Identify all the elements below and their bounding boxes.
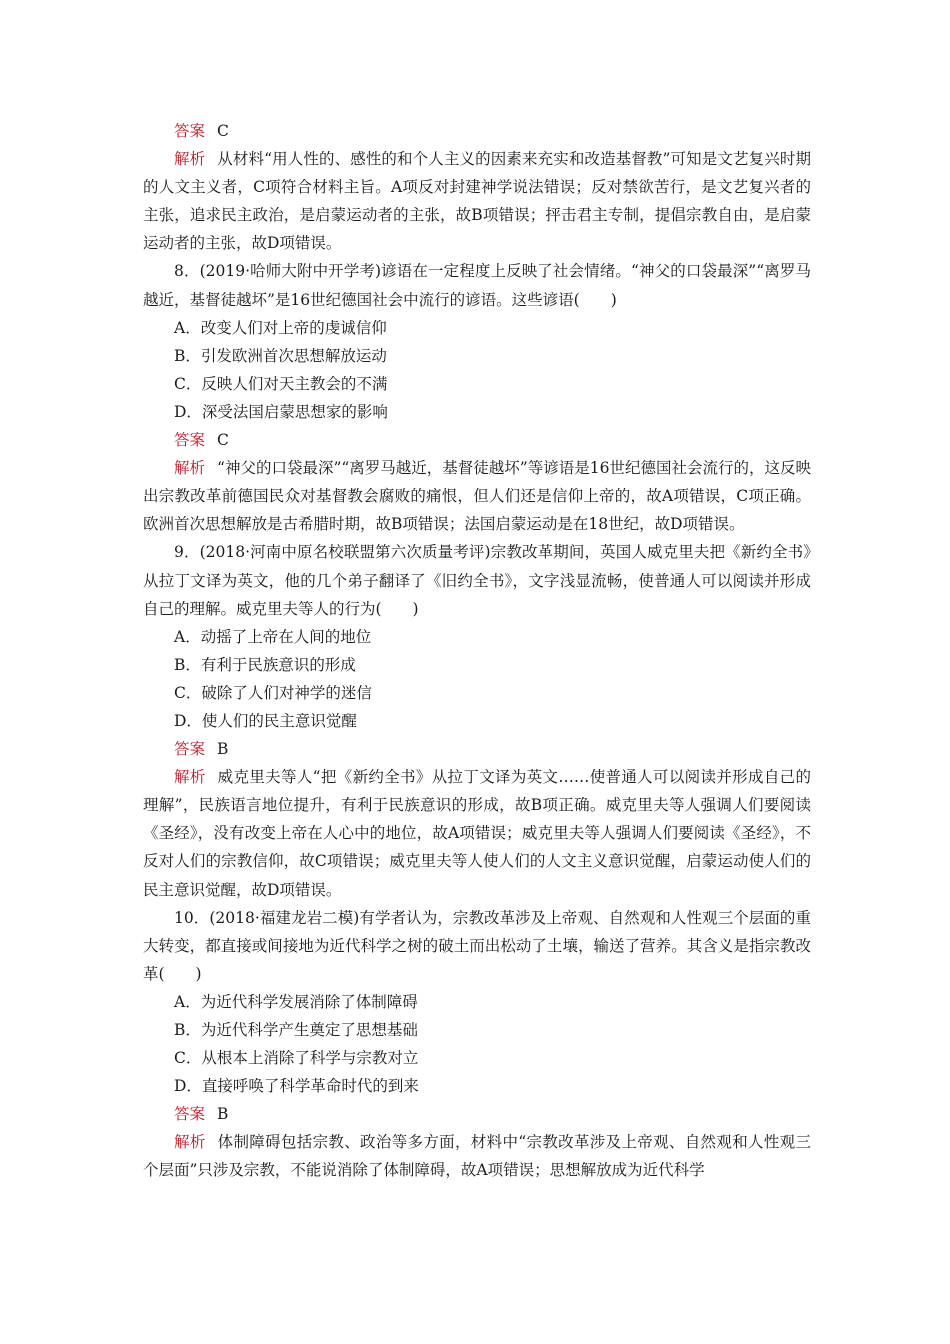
- question-8-option-c: C．反映人们对天主教会的不满: [174, 374, 388, 393]
- analysis-paragraph: [143, 454, 811, 538]
- question-8-option-d: D．深受法国启蒙思想家的影响: [174, 402, 388, 421]
- answer-label: 答案: [174, 1105, 206, 1124]
- answer-label: 答案: [174, 740, 206, 759]
- answer-label: 答案: [174, 431, 206, 450]
- analysis-text: 威克里夫等人“把《新约全书》从拉丁文译为英文……使普通人可以阅读并形成自己的理解”，民族语言地位提升，有利于民族意识的形成，故B项正确。威克里夫等人强调人们要阅读《圣经》，没有改变上帝在人心中的地位，故A项错误；威克里夫等人强调人们要阅读《圣经》，不反对人们的宗教信仰，故C项错误；威克里夫等人使人们的人文主义意识觉醒，启蒙运动使人们的民主意识觉醒，故D项错误。: [143, 768, 811, 899]
- analysis-label: 解析: [174, 150, 206, 169]
- question-10-stem: 10．(2018·福建龙岩二模)有学者认为，宗教改革涉及上帝观、自然观和人性观三个层面的重大转变，都直接或间接地为近代科学之树的破土而出松动了土壤，输送了营养。其含义是指宗教改革( ): [143, 908, 811, 983]
- analysis-label: 解析: [174, 768, 206, 787]
- document-body: [143, 117, 811, 1185]
- answer-value: C: [217, 431, 229, 450]
- answer-value: C: [217, 122, 229, 140]
- analysis-paragraph: [143, 1128, 811, 1184]
- question-9-option-a: A．动摇了上帝在人间的地位: [174, 627, 372, 646]
- analysis-paragraph: [143, 763, 811, 903]
- analysis-text: 从材料“用人性的、感性的和个人主义的因素来充实和改造基督教”可知是文艺复兴时期的人文主义者，C项符合材料主旨。A项反对封建神学说法错误；反对禁欲苦行，是文艺复兴者的主张，追求民主政治，是启蒙运动者的主张，故B项错误；抨击君主专制，提倡宗教自由，是启蒙运动者的主张，故D项错误。: [143, 150, 811, 253]
- answer-line: [143, 426, 811, 454]
- question-10-option-c: C．从根本上消除了科学与宗教对立: [174, 1049, 419, 1068]
- question-8-stem: 8．(2019·哈师大附中开学考)谚语在一定程度上反映了社会情绪。“神父的口袋最深”“离罗马越近，基督徒越坏”是16世纪德国社会中流行的谚语。这些谚语( ): [143, 262, 811, 309]
- analysis-paragraph: [143, 145, 811, 257]
- answer-value: B: [217, 1105, 229, 1124]
- answer-line: [143, 735, 811, 763]
- answer-line: [143, 117, 811, 145]
- analysis-text: 体制障碍包括宗教、政治等多方面，材料中“宗教改革涉及上帝观、自然观和人性观三个层面”只涉及宗教，不能说消除了体制障碍，故A项错误；思想解放成为近代科学: [143, 1133, 811, 1180]
- answer-line: [143, 1100, 811, 1128]
- question-10-option-b: B．为近代科学产生奠定了思想基础: [174, 1021, 418, 1039]
- answer-label: 答案: [174, 122, 206, 140]
- analysis-text: “神父的口袋最深”“离罗马越近，基督徒越坏”等谚语是16世纪德国社会流行的，这反映出宗教改革前德国民众对基督教会腐败的痛恨，但人们还是信仰上帝的，故A项错误，C项正确。欧洲首次思想解放是古希腊时期，故B项错误；法国启蒙运动是在18世纪，故D项错误。: [143, 459, 811, 534]
- question-10-option-d: D．直接呼唤了科学革命时代的到来: [174, 1077, 419, 1096]
- question-9-option-c: C．破除了人们对神学的迷信: [174, 683, 372, 702]
- question-8-option-b: B．引发欧洲首次思想解放运动: [174, 346, 387, 365]
- question-9-stem: 9．(2018·河南中原名校联盟第六次质量考评)宗教改革期间，英国人威克里夫把《新约全书》从拉丁文译为英文，他的几个弟子翻译了《旧约全书》，文字浅显流畅，使普通人可以阅读并形成自己的理解。威克里夫等人的行为( ): [143, 543, 811, 618]
- question-8-option-a: A．改变人们对上帝的虔诚信仰: [174, 318, 387, 337]
- analysis-label: 解析: [174, 1133, 206, 1152]
- question-10-option-a: A．为近代科学发展消除了体制障碍: [174, 992, 418, 1011]
- analysis-label: 解析: [174, 459, 206, 478]
- answer-value: B: [217, 740, 229, 759]
- question-9-option-d: D．使人们的民主意识觉醒: [174, 711, 357, 730]
- question-9-option-b: B．有利于民族意识的形成: [174, 655, 356, 674]
